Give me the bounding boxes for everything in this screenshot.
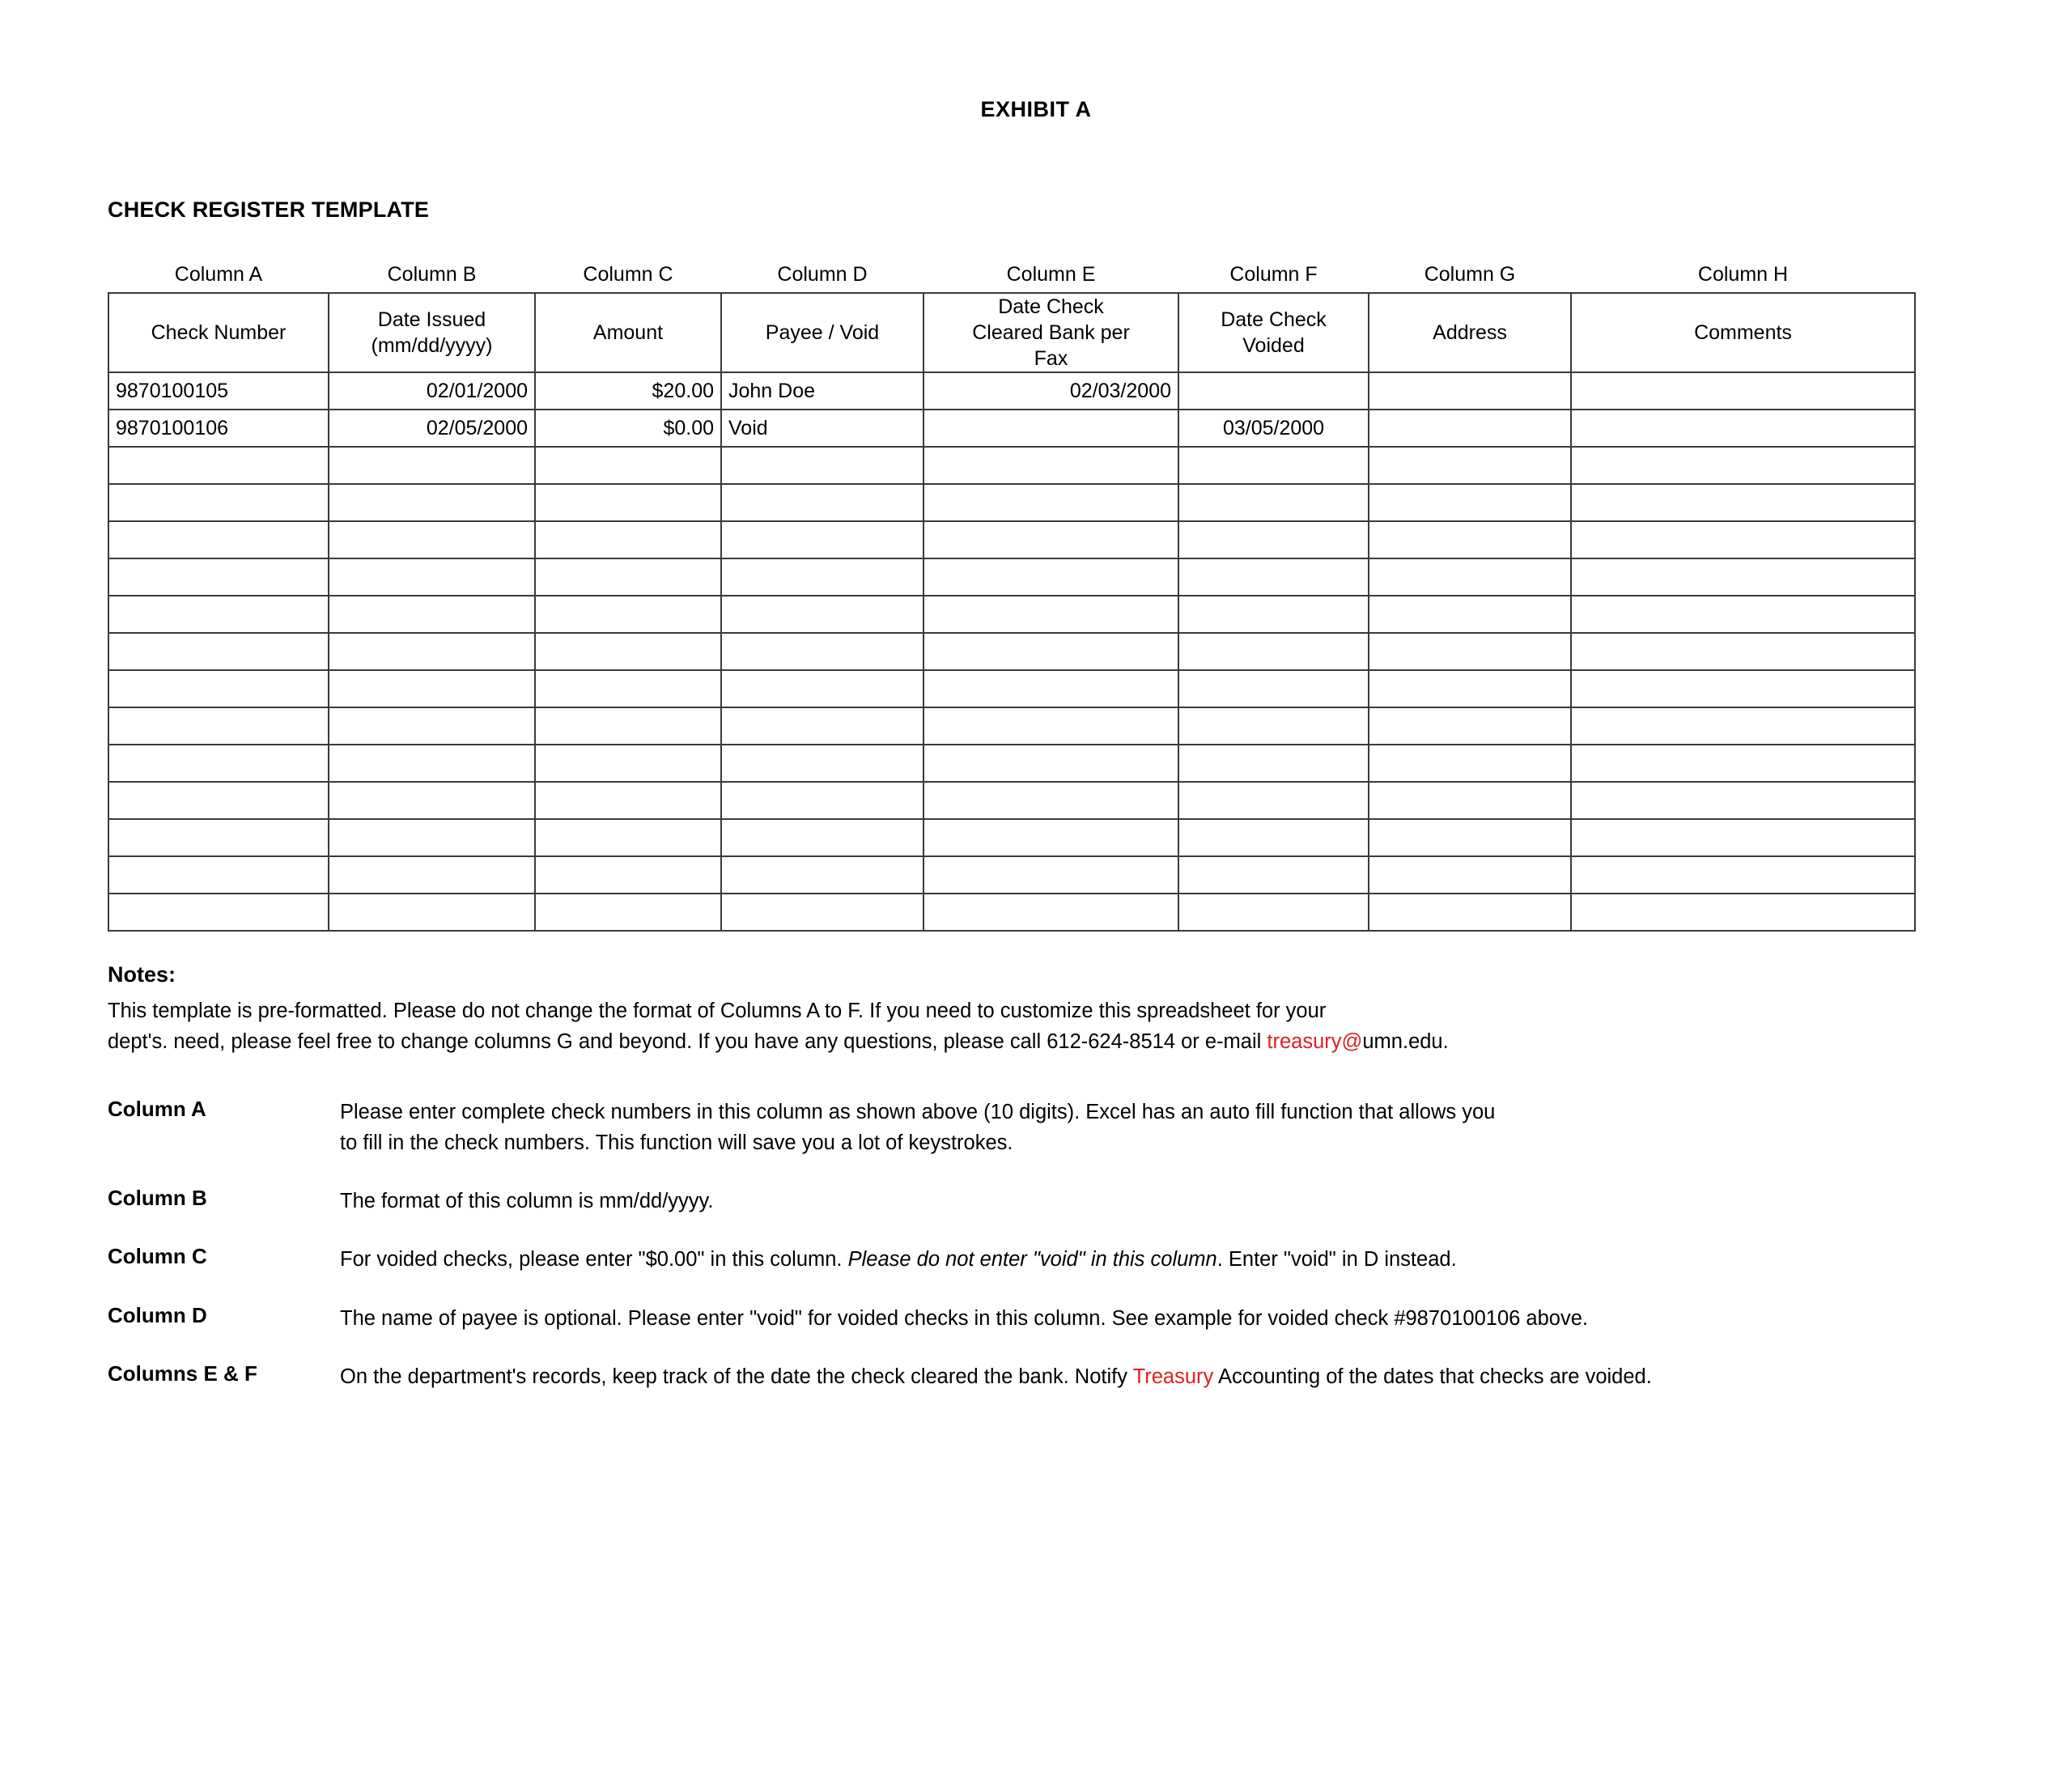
cell-date-voided[interactable]: [1178, 484, 1369, 521]
cell-amount[interactable]: [535, 707, 721, 745]
cell-comments[interactable]: [1571, 521, 1915, 558]
cell-payee[interactable]: [721, 670, 923, 707]
cell-date-issued[interactable]: 02/01/2000: [329, 372, 535, 410]
header-check-number: [108, 293, 329, 372]
cell-comments[interactable]: [1571, 819, 1915, 856]
cell-date-voided[interactable]: [1178, 521, 1369, 558]
header-date-voided-line1: Date Check: [1221, 308, 1327, 331]
cell-comments[interactable]: [1571, 894, 1915, 931]
cell-address[interactable]: [1369, 558, 1571, 596]
cell-comments[interactable]: [1571, 372, 1915, 410]
cell-address[interactable]: [1369, 410, 1571, 447]
cell-date-issued[interactable]: [329, 670, 535, 707]
column-label-row: [108, 257, 1915, 293]
cell-payee[interactable]: [721, 447, 923, 484]
notes-section: [108, 962, 1969, 1058]
header-comments: [1571, 293, 1915, 372]
column-note-b-line1: The format of this column is mm/dd/yyyy.: [340, 1190, 714, 1212]
cell-date-voided[interactable]: [1178, 707, 1369, 745]
cell-address[interactable]: [1369, 782, 1571, 819]
column-label-h: Column H: [1571, 257, 1915, 293]
cell-address[interactable]: [1369, 707, 1571, 745]
document-page: [0, 97, 2072, 1783]
column-note-a: [108, 1097, 2072, 1159]
cell-date-voided[interactable]: [1178, 782, 1369, 819]
cell-payee[interactable]: [721, 521, 923, 558]
cell-amount[interactable]: [535, 596, 721, 633]
cell-date-cleared[interactable]: [923, 596, 1178, 633]
cell-address[interactable]: [1369, 596, 1571, 633]
column-note-b: [108, 1186, 2072, 1216]
column-note-c-body: [340, 1244, 2072, 1275]
header-date-cleared-line1: Date Check: [998, 295, 1104, 318]
cell-comments[interactable]: [1571, 484, 1915, 521]
table-row[interactable]: [108, 894, 1915, 931]
cell-payee[interactable]: John Doe: [721, 372, 923, 410]
cell-check-number[interactable]: [108, 521, 329, 558]
column-note-d-line1: The name of payee is optional. Please enter "void" for voided checks in this column. See example for voided check #9870100106 above.: [340, 1306, 1588, 1330]
cell-date-cleared[interactable]: [923, 894, 1178, 931]
cell-check-number[interactable]: [108, 707, 329, 745]
notes-title: Notes:: [108, 962, 176, 987]
cell-payee[interactable]: [721, 707, 923, 745]
cell-comments[interactable]: [1571, 670, 1915, 707]
table-row[interactable]: [108, 856, 1915, 894]
cell-date-issued[interactable]: [329, 819, 535, 856]
cell-amount[interactable]: [535, 856, 721, 894]
cell-date-cleared[interactable]: [923, 745, 1178, 782]
notes-line-2: [108, 1026, 1969, 1057]
cell-date-issued[interactable]: [329, 782, 535, 819]
table-row[interactable]: [108, 410, 1915, 447]
cell-payee[interactable]: [721, 484, 923, 521]
cell-check-number[interactable]: [108, 484, 329, 521]
cell-amount[interactable]: [535, 745, 721, 782]
cell-comments[interactable]: [1571, 558, 1915, 596]
cell-date-voided[interactable]: [1178, 670, 1369, 707]
cell-amount[interactable]: [535, 521, 721, 558]
cell-amount[interactable]: [535, 819, 721, 856]
header-check-number-text: Check Number: [151, 321, 287, 344]
cell-date-issued[interactable]: [329, 521, 535, 558]
column-label-f: Column F: [1178, 257, 1369, 293]
cell-address[interactable]: [1369, 745, 1571, 782]
column-label-a: Column A: [108, 257, 329, 293]
cell-address[interactable]: [1369, 521, 1571, 558]
table-row[interactable]: [108, 670, 1915, 707]
cell-comments[interactable]: [1571, 782, 1915, 819]
cell-date-issued[interactable]: [329, 856, 535, 894]
cell-date-cleared[interactable]: [923, 782, 1178, 819]
cell-date-voided[interactable]: [1178, 819, 1369, 856]
header-date-cleared-line2: Cleared Bank per: [972, 321, 1130, 344]
notes-line-2-part1: dept's. need, please feel free to change columns G and beyond. If you have any questions, please call 612-624-8514 or e-mail: [108, 1030, 1267, 1054]
check-register-table-wrapper: [108, 257, 1914, 932]
column-note-c-italic: Please do not enter "void" in this column: [847, 1248, 1217, 1271]
cell-check-number[interactable]: [108, 782, 329, 819]
cell-date-cleared[interactable]: [923, 707, 1178, 745]
column-note-a-line2: to fill in the check numbers. This function will save you a lot of keystrokes.: [340, 1131, 1013, 1154]
cell-date-cleared[interactable]: 02/03/2000: [923, 372, 1178, 410]
table-row[interactable]: [108, 596, 1915, 633]
page-title: CHECK REGISTER TEMPLATE: [108, 197, 430, 222]
header-date-issued-line2: (mm/dd/yyyy): [371, 334, 493, 357]
cell-check-number[interactable]: [108, 856, 329, 894]
header-date-issued-line1: Date Issued: [377, 308, 486, 331]
cell-date-voided[interactable]: [1178, 447, 1369, 484]
column-label-d: Column D: [721, 257, 923, 293]
column-note-d-body: [340, 1303, 2072, 1334]
header-date-cleared: [923, 293, 1178, 372]
cell-check-number[interactable]: [108, 670, 329, 707]
cell-date-issued[interactable]: 02/05/2000: [329, 410, 535, 447]
column-note-ef: [108, 1361, 2072, 1392]
cell-amount[interactable]: [535, 782, 721, 819]
header-date-voided: [1178, 293, 1369, 372]
cell-address[interactable]: [1369, 894, 1571, 931]
cell-amount[interactable]: [535, 633, 721, 670]
column-note-c-pre: For voided checks, please enter "$0.00" in this column.: [340, 1248, 848, 1271]
cell-check-number[interactable]: [108, 447, 329, 484]
header-date-voided-line2: Voided: [1242, 334, 1305, 357]
cell-date-voided[interactable]: [1178, 558, 1369, 596]
column-note-b-label: Column B: [108, 1186, 207, 1210]
cell-date-issued[interactable]: [329, 707, 535, 745]
column-note-c: [108, 1244, 2072, 1275]
cell-address[interactable]: [1369, 819, 1571, 856]
column-note-ef-body: [340, 1361, 2072, 1392]
notes-line-1: This template is pre-formatted. Please do not change the format of Columns A to F. If you need to customize this spreadsheet for your: [108, 1000, 1327, 1022]
column-label-g: Column G: [1369, 257, 1571, 293]
check-register-table: [108, 257, 1916, 932]
exhibit-title: EXHIBIT A: [980, 97, 1092, 121]
cell-date-cleared[interactable]: [923, 819, 1178, 856]
column-note-ef-highlight: Treasury: [1132, 1365, 1214, 1388]
cell-date-issued[interactable]: [329, 558, 535, 596]
column-notes-section: [108, 1097, 2072, 1393]
cell-comments[interactable]: [1571, 856, 1915, 894]
cell-date-cleared[interactable]: [923, 521, 1178, 558]
cell-date-issued[interactable]: [329, 484, 535, 521]
cell-amount[interactable]: $0.00: [535, 410, 721, 447]
table-row[interactable]: [108, 447, 1915, 484]
cell-payee[interactable]: [721, 819, 923, 856]
cell-payee[interactable]: [721, 894, 923, 931]
header-date-issued: [329, 293, 535, 372]
cell-payee[interactable]: [721, 596, 923, 633]
column-note-ef-label: Columns E & F: [108, 1361, 257, 1386]
cell-date-voided[interactable]: 03/05/2000: [1178, 410, 1369, 447]
table-header-row: [108, 293, 1915, 372]
column-note-ef-post: Accounting of the dates that checks are voided.: [1213, 1365, 1652, 1388]
cell-check-number[interactable]: [108, 894, 329, 931]
column-label-b: Column B: [329, 257, 535, 293]
cell-amount[interactable]: [535, 670, 721, 707]
treasury-email-link[interactable]: treasury@: [1267, 1030, 1363, 1054]
cell-payee[interactable]: [721, 782, 923, 819]
header-address: [1369, 293, 1571, 372]
cell-comments[interactable]: [1571, 410, 1915, 447]
cell-check-number[interactable]: 9870100105: [108, 372, 329, 410]
cell-payee[interactable]: [721, 856, 923, 894]
column-note-c-post: . Enter "void" in D instead.: [1216, 1248, 1457, 1271]
cell-address[interactable]: [1369, 484, 1571, 521]
column-note-a-body: [340, 1097, 2072, 1159]
table-row[interactable]: [108, 707, 1915, 745]
header-address-text: Address: [1433, 321, 1507, 344]
cell-date-cleared[interactable]: [923, 670, 1178, 707]
cell-comments[interactable]: [1571, 447, 1915, 484]
table-row[interactable]: [108, 782, 1915, 819]
cell-date-cleared[interactable]: [923, 856, 1178, 894]
cell-address[interactable]: [1369, 372, 1571, 410]
cell-address[interactable]: [1369, 856, 1571, 894]
cell-payee[interactable]: [721, 558, 923, 596]
notes-line-2-part2: umn.edu.: [1362, 1030, 1449, 1054]
column-note-b-body: [340, 1186, 2072, 1216]
cell-check-number[interactable]: [108, 633, 329, 670]
column-label-c: Column C: [535, 257, 721, 293]
cell-address[interactable]: [1369, 447, 1571, 484]
cell-date-issued[interactable]: [329, 447, 535, 484]
cell-date-cleared[interactable]: [923, 484, 1178, 521]
cell-date-voided[interactable]: [1178, 633, 1369, 670]
column-note-ef-pre: On the department's records, keep track of the date the check cleared the bank. Notify: [340, 1365, 1133, 1388]
column-note-d-label: Column D: [108, 1302, 207, 1327]
table-row[interactable]: [108, 558, 1915, 596]
cell-payee[interactable]: [721, 745, 923, 782]
cell-date-voided[interactable]: [1178, 856, 1369, 894]
column-note-c-label: Column C: [108, 1244, 207, 1269]
cell-comments[interactable]: [1571, 707, 1915, 745]
column-note-a-label: Column A: [108, 1096, 206, 1121]
table-row[interactable]: [108, 819, 1915, 856]
table-row[interactable]: [108, 633, 1915, 670]
header-amount-text: Amount: [592, 321, 664, 344]
cell-date-issued[interactable]: [329, 596, 535, 633]
column-note-a-line1: Please enter complete check numbers in this column as shown above (10 digits). Excel has an auto fill function that allows you: [340, 1100, 1496, 1123]
cell-amount[interactable]: [535, 447, 721, 484]
cell-date-issued[interactable]: [329, 894, 535, 931]
cell-amount[interactable]: [535, 484, 721, 521]
header-amount: [535, 293, 721, 372]
cell-amount[interactable]: [535, 558, 721, 596]
header-comments-text: Comments: [1694, 321, 1792, 344]
cell-date-cleared[interactable]: [923, 633, 1178, 670]
cell-address[interactable]: [1369, 670, 1571, 707]
cell-date-voided[interactable]: [1178, 745, 1369, 782]
cell-check-number[interactable]: 9870100106: [108, 410, 329, 447]
cell-check-number[interactable]: [108, 745, 329, 782]
header-payee-void: [721, 293, 923, 372]
table-row[interactable]: [108, 745, 1915, 782]
table-row[interactable]: [108, 484, 1915, 521]
cell-payee[interactable]: [721, 633, 923, 670]
cell-comments[interactable]: [1571, 596, 1915, 633]
cell-date-voided[interactable]: [1178, 372, 1369, 410]
cell-date-cleared[interactable]: [923, 410, 1178, 447]
cell-address[interactable]: [1369, 633, 1571, 670]
cell-check-number[interactable]: [108, 596, 329, 633]
cell-date-cleared[interactable]: [923, 558, 1178, 596]
table-row[interactable]: [108, 372, 1915, 410]
table-row[interactable]: [108, 521, 1915, 558]
cell-date-issued[interactable]: [329, 633, 535, 670]
cell-date-issued[interactable]: [329, 745, 535, 782]
cell-comments[interactable]: [1571, 745, 1915, 782]
cell-date-voided[interactable]: [1178, 596, 1369, 633]
cell-check-number[interactable]: [108, 819, 329, 856]
header-payee-void-text: Payee / Void: [765, 321, 880, 344]
cell-payee[interactable]: Void: [721, 410, 923, 447]
cell-amount[interactable]: [535, 894, 721, 931]
column-label-e: Column E: [923, 257, 1178, 293]
column-note-d: [108, 1303, 2072, 1334]
cell-date-voided[interactable]: [1178, 894, 1369, 931]
cell-comments[interactable]: [1571, 633, 1915, 670]
header-date-cleared-line3: Fax: [1034, 347, 1068, 370]
cell-amount[interactable]: $20.00: [535, 372, 721, 410]
cell-check-number[interactable]: [108, 558, 329, 596]
cell-date-cleared[interactable]: [923, 447, 1178, 484]
